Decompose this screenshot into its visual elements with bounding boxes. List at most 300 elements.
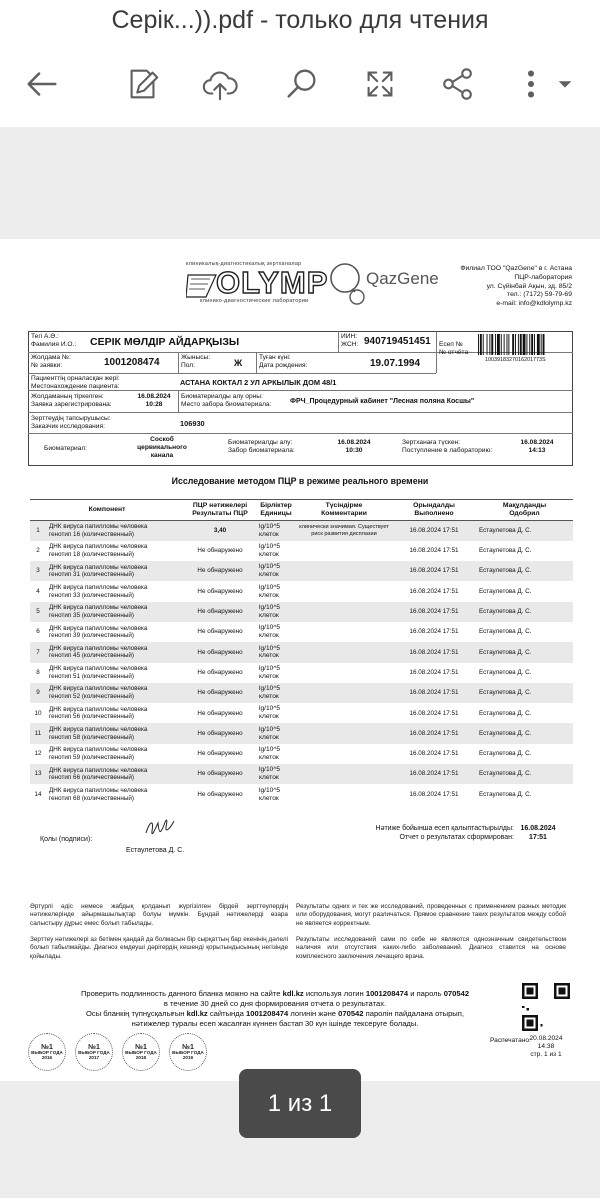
verification-line-kz <box>30 1009 520 1019</box>
order-label-ru: № заявки: <box>31 362 63 370</box>
row-number: 14 <box>34 790 42 798</box>
iin-label <box>341 333 358 349</box>
biomaterial-label: Биоматериал: <box>44 445 88 452</box>
component-line-2: генотип 68 (количественный) <box>49 794 134 802</box>
logo-bottom-caption: клинико-диагностические лаборатории <box>200 298 309 304</box>
share-button[interactable] <box>436 62 480 106</box>
header-component: Компонент <box>30 500 184 521</box>
component-cell <box>46 784 184 804</box>
component-line-1: ДНК вируса папилломы человека <box>49 624 148 632</box>
collection-place-label <box>181 393 271 409</box>
units-cell: lg/10^5 клеток <box>259 664 281 680</box>
customer-value: 106930 <box>180 419 205 428</box>
approved-cell: Естаулетова Д. С. <box>479 668 532 676</box>
approved-cell: Естаулетова Д. С. <box>476 521 573 541</box>
qr-code <box>522 983 570 1031</box>
component-cell <box>46 703 184 723</box>
sex-label <box>181 354 210 370</box>
barcode-number: 1003918327016201773S <box>485 357 546 363</box>
collection-place-label-kz: Биоматериалды алу орны: <box>181 393 263 400</box>
barcode <box>478 334 570 355</box>
component-line-1: ДНК вируса папилломы человека <box>49 766 148 774</box>
component-line-1: ДНК вируса папилломы человека <box>49 746 148 754</box>
signature-name: Естаулетова Д. С. <box>126 847 185 854</box>
approved-cell: Естаулетова Д. С. <box>476 764 573 784</box>
report-formed-label <box>352 825 514 843</box>
award-badge-mid: ВЫБОР ГОДА <box>125 1049 157 1055</box>
address-value: АСТАНА КОКТАЛ 2 УЛ АРКЫЛЫК ДОМ 48/1 <box>180 378 337 387</box>
result-cell: Не обнаружено <box>184 561 256 581</box>
document-title: Серік...)).pdf - только для чтения <box>111 6 489 34</box>
app-toolbar <box>0 0 600 127</box>
approved-cell: Естаулетова Д. С. <box>479 709 532 717</box>
result-cell: Не обнаружено <box>197 628 243 636</box>
branch-line: ул. Сүйінбай Ақын, зд. 85/2 <box>486 282 572 290</box>
comment-cell <box>296 581 392 601</box>
result-cell: Не обнаружено <box>184 642 256 662</box>
done-cell: 16.08.2024 17:51 <box>392 521 476 541</box>
header-comment-kz: Түсіндірме <box>325 502 363 510</box>
lab-arrival-date: 16.08.2024 <box>520 439 554 446</box>
barcode-image <box>478 334 570 355</box>
header-approved-ru: Одобрил <box>509 510 540 517</box>
branch-line: Филиал ТОО "QazGene" в г. Астана <box>460 265 572 272</box>
table-row <box>30 663 573 683</box>
header-comment-ru: Комментарии <box>321 510 367 517</box>
award-badge-year: 2017 <box>88 1054 100 1060</box>
award-badge-top: №1 <box>182 1043 194 1051</box>
header-comment <box>296 500 392 521</box>
component-line-2: генотип 52 (количественный) <box>49 693 134 701</box>
approved-cell: Естаулетова Д. С. <box>479 547 532 555</box>
registered-label-ru: Заявка зарегистрирована: <box>31 401 112 409</box>
component-line-2: генотип 35 (количественный) <box>49 611 134 619</box>
order-label <box>31 354 71 370</box>
signature-image <box>142 813 178 843</box>
approved-cell: Естаулетова Д. С. <box>479 790 532 798</box>
result-cell: Не обнаружено <box>197 790 243 798</box>
done-cell: 16.08.2024 17:51 <box>392 723 476 743</box>
component-line-2: генотип 56 (количественный) <box>49 713 134 721</box>
cloud-upload-icon <box>201 65 239 103</box>
component-cell <box>46 723 184 743</box>
header-result-kz: ПЦР нәтижелері <box>192 502 248 510</box>
row-number: 6 <box>36 628 40 636</box>
comment-cell <box>296 663 392 683</box>
units-cell: lg/10^5 клеток <box>259 543 281 558</box>
name-label-ru: Фамилия И.О.: <box>31 341 77 349</box>
units-cell: lg/10^5 клеток <box>259 746 281 761</box>
dropdown-arrow-icon <box>556 75 574 93</box>
award-badge-mid: ВЫБОР ГОДА <box>78 1049 110 1055</box>
name-label-kz: Тегі А.Ә.: <box>31 333 59 340</box>
qazgene-wordmark: QazGene <box>366 269 439 288</box>
table-row <box>30 744 573 764</box>
logo-top-caption: клиникалық-диагностикалық зертханалар <box>186 261 302 267</box>
header-result <box>184 500 256 521</box>
table-row <box>30 642 573 662</box>
results-table <box>30 499 573 805</box>
lab-arrival-label-kz: Зертханаға түскен: <box>402 439 461 446</box>
approved-cell: Естаулетова Д. С. <box>476 723 573 743</box>
done-cell: 16.08.2024 17:51 <box>392 683 476 703</box>
verify-site-link[interactable]: kdl.kz <box>282 989 304 998</box>
printed-time: 14:38 <box>537 1043 555 1051</box>
row-number: 5 <box>30 602 46 622</box>
approved-cell: Естаулетова Д. С. <box>476 683 573 703</box>
collection-time-label <box>228 439 295 455</box>
units-cell: lg/10^5 клеток <box>256 683 296 703</box>
verification-line-ru <box>30 989 520 999</box>
result-cell: Не обнаружено <box>184 683 256 703</box>
registered-label-kz: Жолдаманың тіркелген: <box>31 393 104 400</box>
units-cell: lg/10^5 клеток <box>256 602 296 622</box>
report-formed-value <box>516 825 560 843</box>
done-cell: 16.08.2024 17:51 <box>409 750 459 758</box>
component-line-1: ДНК вируса папилломы человека <box>49 604 148 612</box>
collection-time: 10:30 <box>345 447 363 455</box>
lab-arrival-time: 14:13 <box>528 447 546 455</box>
comment-cell <box>296 784 392 804</box>
result-cell: Не обнаружено <box>184 723 256 743</box>
table-row <box>30 723 573 743</box>
branch-line: тел.: (7172) 59-79-69 <box>507 291 572 299</box>
verify-kz-part: логинін және <box>290 1008 337 1018</box>
report-formed-label-ru: Отчет о результатах сформирован: <box>399 833 514 841</box>
comment-cell: клинически значимая. Существует риск развития дисплазии <box>296 521 392 541</box>
dropdown-button[interactable] <box>550 62 580 106</box>
disclaimer-kz-1: Әртүрлі әдіс немесе жабдық қолданып жүргізілген бірдей зерттеулердің нәтижелерінде айырмашылықтар болуы мүмкін. Бұндай нәтижелерді өзара салыстыру дұрыс емес болып табылады. <box>30 903 288 927</box>
result-cell: Не обнаружено <box>197 750 243 758</box>
comment-cell <box>296 744 392 764</box>
result-cell: Не обнаружено <box>197 709 243 717</box>
disclaimer-kz-2: Зерттеу нәтижелері аз бетімен қандай да болмасын бір сырқаттың бар екенінің дәлелі болып табылмайды. Диагноз емдеуші дәрігердің кешенді қорытындысының негізінде қойылады. <box>30 936 288 960</box>
report-label-kz: Есеп № <box>439 341 463 348</box>
search-button[interactable] <box>280 62 324 106</box>
table-row <box>30 541 573 561</box>
printed-label: Распечатано: <box>490 1037 531 1044</box>
header-done-ru: Выполнено <box>414 510 454 517</box>
header-done <box>392 500 476 521</box>
pdf-page[interactable] <box>0 239 600 1081</box>
comment-cell <box>296 683 392 703</box>
share-icon <box>439 65 477 103</box>
row-number: 1 <box>30 521 46 541</box>
fullscreen-button[interactable] <box>358 62 402 106</box>
fullscreen-icon <box>361 65 399 103</box>
component-line-1: ДНК вируса папилломы человека <box>49 705 148 713</box>
component-line-1: ДНК вируса папилломы человека <box>49 685 148 693</box>
component-line-1: ДНК вируса папилломы человека <box>49 726 148 734</box>
units-cell: lg/10^5 клеток <box>259 583 281 599</box>
done-cell: 16.08.2024 17:51 <box>392 602 476 622</box>
dob-value: 19.07.1994 <box>370 358 421 369</box>
report-formed-label-kz: Нәтиже бойынша есеп қалыптастырылды: <box>375 825 514 832</box>
comment-cell <box>296 723 392 743</box>
order-label-kz: Жолдама №: <box>31 354 71 361</box>
component-line-2: генотип 33 (количественный) <box>49 591 134 599</box>
dob-label-ru: Дата рождения: <box>259 362 308 370</box>
result-cell: Не обнаружено <box>184 602 256 622</box>
registered-value <box>132 393 176 409</box>
verify-password: 070542 <box>443 989 470 998</box>
lab-arrival-value <box>515 439 559 455</box>
award-badge <box>122 1033 160 1071</box>
qazgene-logo-mark <box>328 261 368 307</box>
approved-cell: Естаулетова Д. С. <box>476 642 573 662</box>
comment-cell <box>296 602 392 622</box>
done-cell: 16.08.2024 17:51 <box>409 668 459 676</box>
header-done-kz: Орындалды <box>413 502 455 510</box>
units-cell: lg/10^5 клеток <box>259 786 281 802</box>
collection-time-label-kz: Биоматериалды алу: <box>228 439 293 446</box>
component-line-1: ДНК вируса папилломы человека <box>49 786 148 794</box>
edit-icon <box>124 65 162 103</box>
done-cell: 16.08.2024 17:51 <box>409 790 459 798</box>
verification-line-kz-2: нәтижелер туралы есеп жасалған күннен бастап 30 күн ішінде тексеруге болады. <box>131 1018 419 1028</box>
verify-kz-login: 1001208474 <box>246 1008 289 1018</box>
award-badge-mid: ВЫБОР ГОДА <box>31 1049 63 1055</box>
component-line-2: генотип 18 (количественный) <box>49 550 134 558</box>
collection-time-label-ru: Забор биоматериала: <box>228 447 295 455</box>
award-badge-year: 2019 <box>182 1054 194 1060</box>
units-cell: lg/10^5 клеток <box>256 723 296 743</box>
report-formed-time: 17:51 <box>529 833 547 841</box>
award-badge-top: №1 <box>135 1043 147 1051</box>
qazgene-circle-icon <box>328 261 368 307</box>
table-row <box>30 602 573 622</box>
comment-cell <box>296 541 392 561</box>
table-row <box>30 622 573 642</box>
verify-kz-part: Осы бланкің түпнұсқалығын <box>86 1008 185 1018</box>
result-cell: Не обнаружено <box>184 764 256 784</box>
approved-cell: Естаулетова Д. С. <box>479 628 532 636</box>
award-badge-mid: ВЫБОР ГОДА <box>172 1049 204 1055</box>
component-line-2: генотип 51 (количественный) <box>49 672 134 680</box>
row-number: 8 <box>36 668 40 676</box>
component-line-1: ДНК вируса папилломы человека <box>49 563 148 571</box>
award-badge <box>75 1033 113 1071</box>
units-cell: lg/10^5 клеток <box>259 705 281 721</box>
customer-label-ru: Заказчик исследования: <box>31 423 105 431</box>
signature-label: Қолы (подписи): <box>40 836 93 843</box>
done-cell: 16.08.2024 17:51 <box>409 628 459 636</box>
report-label-ru: № отчёта <box>439 349 469 357</box>
component-cell <box>46 744 184 764</box>
component-cell <box>46 521 184 541</box>
qr-code-image <box>522 983 570 1031</box>
branch-line: ПЦР-лаборатория <box>514 273 572 281</box>
collection-place-label-ru: Место забора биоматериала: <box>181 401 272 409</box>
more-options-button[interactable] <box>516 62 546 106</box>
table-row <box>30 764 573 784</box>
table-row <box>30 683 573 703</box>
row-number: 10 <box>34 709 42 717</box>
table-row <box>30 561 573 581</box>
header-units <box>256 500 296 521</box>
lab-arrival-label-ru: Поступление в лабораторию: <box>402 447 493 455</box>
sex-value: Ж <box>234 358 243 368</box>
component-cell <box>46 561 184 581</box>
component-cell <box>46 663 184 683</box>
header-approved-kz: Мақұлданды <box>502 502 547 510</box>
registered-time: 10:28 <box>145 401 163 409</box>
award-badge <box>28 1033 66 1071</box>
component-line-1: ДНК вируса папилломы человека <box>49 523 148 531</box>
result-cell: 3,40 <box>184 521 256 541</box>
header-result-ru: Результаты ПЦР <box>192 510 248 517</box>
row-number: 3 <box>30 561 46 581</box>
table-row <box>30 784 573 804</box>
comment-cell <box>296 622 392 642</box>
header-units-kz: Бірліктер <box>260 502 292 510</box>
component-line-2: генотип 59 (количественный) <box>49 753 134 761</box>
iin-value: 940719451451 <box>364 336 431 347</box>
page-indicator: 1 из 1 <box>239 1069 361 1138</box>
done-cell: 16.08.2024 17:51 <box>409 547 459 555</box>
back-arrow-icon <box>23 65 61 103</box>
row-number: 13 <box>30 764 46 784</box>
verify-kz-site[interactable]: kdl.kz <box>186 1008 208 1018</box>
award-badge-year: 2018 <box>135 1054 147 1060</box>
component-line-1: ДНК вируса папилломы человека <box>49 583 148 591</box>
component-line-2: генотип 39 (количественный) <box>49 632 134 640</box>
result-cell: Не обнаружено <box>197 587 243 595</box>
address-label <box>31 375 120 391</box>
award-badge-year: 2016 <box>41 1054 53 1060</box>
collection-place-value: ФРЧ_Процедурный кабинет "Лесная поляна Косшы" <box>290 398 475 405</box>
table-row <box>30 703 573 723</box>
done-cell: 16.08.2024 17:51 <box>392 764 476 784</box>
component-cell <box>46 581 184 601</box>
component-cell <box>46 642 184 662</box>
address-label-ru: Местонахождение пациента: <box>31 383 120 391</box>
collection-date: 16.08.2024 <box>337 439 371 446</box>
row-number: 9 <box>30 683 46 703</box>
approved-cell: Естаулетова Д. С. <box>479 750 532 758</box>
done-cell: 16.08.2024 17:51 <box>409 709 459 717</box>
dob-label-kz: Туған күні: <box>259 354 291 361</box>
award-badge-top: №1 <box>41 1043 53 1051</box>
search-icon <box>283 65 321 103</box>
verification-text <box>30 989 520 1028</box>
report-number-label <box>439 341 468 357</box>
result-cell: Не обнаружено <box>197 668 243 676</box>
comment-cell <box>296 642 392 662</box>
report-formed-date: 16.08.2024 <box>520 825 556 832</box>
approved-cell: Естаулетова Д. С. <box>479 587 532 595</box>
units-cell: lg/10^5 клеток <box>256 561 296 581</box>
table-row <box>30 581 573 601</box>
row-number: 7 <box>30 642 46 662</box>
units-cell: lg/10^5 клеток <box>256 642 296 662</box>
done-cell: 16.08.2024 17:51 <box>392 561 476 581</box>
component-line-1: ДНК вируса папилломы человека <box>49 665 148 673</box>
back-button[interactable] <box>20 62 64 106</box>
address-label-kz: Пациенттің орналасқан жері: <box>31 375 120 382</box>
patient-name: СЕРІК МӨЛДІР АЙДАРҚЫЗЫ <box>90 336 240 348</box>
verify-kz-part: паролін пайдалана отырып, <box>365 1008 464 1018</box>
sex-label-kz: Жынысы: <box>181 354 211 361</box>
iin-label-kz: ИИН: <box>341 333 358 340</box>
component-line-2: генотип 16 (количественный) <box>49 530 134 538</box>
verification-line-ru-2: в течение 30 дней со дня формирования отчета о результатах. <box>163 998 387 1008</box>
more-icon <box>521 65 541 103</box>
component-line-1: ДНК вируса папилломы человека <box>49 644 148 652</box>
biomaterial-value: Соскоб цервикального канала <box>137 436 187 460</box>
results-header-row <box>30 500 573 521</box>
done-cell: 16.08.2024 17:51 <box>392 642 476 662</box>
verify-ru-part: Проверить подлинность данного бланка можно на сайте <box>80 989 281 998</box>
component-line-1: ДНК вируса папилломы человека <box>49 543 148 551</box>
comment-cell <box>296 561 392 581</box>
units-cell: lg/10^5 клеток <box>256 521 296 541</box>
component-cell <box>46 541 184 561</box>
handwritten-signature <box>142 813 178 843</box>
verify-ru-part: используя логин <box>305 989 364 998</box>
printed-page-number: стр. 1 из 1 <box>530 1051 562 1059</box>
printed-info <box>520 1035 572 1060</box>
component-cell <box>46 622 184 642</box>
branch-line: e-mail: info@kdlolymp.kz <box>496 300 572 308</box>
edit-button[interactable] <box>121 62 165 106</box>
component-line-2: генотип 66 (количественный) <box>49 774 134 782</box>
row-number: 12 <box>34 750 42 758</box>
disclaimer-ru-1: Результаты одних и тех же исследований, проведенных с применением разных методик или оборудования, могут различаться. Прямое сравнение таких результатов между собой не является корректным. <box>296 903 566 927</box>
customer-label-kz: Зерттеудің тапсырушысы: <box>31 415 111 422</box>
registered-date: 16.08.2024 <box>137 393 171 400</box>
units-cell: lg/10^5 клеток <box>256 764 296 784</box>
component-cell <box>46 602 184 622</box>
verify-kz-password: 070542 <box>338 1008 364 1018</box>
component-line-2: генотип 58 (количественный) <box>49 733 134 741</box>
award-badge <box>169 1033 207 1071</box>
component-cell <box>46 683 184 703</box>
verify-kz-part: сайтында <box>209 1008 244 1018</box>
approved-cell: Естаулетова Д. С. <box>476 602 573 622</box>
sex-label-ru: Пол: <box>181 362 195 370</box>
upload-button[interactable] <box>198 62 242 106</box>
units-cell: lg/10^5 клеток <box>259 624 281 640</box>
disclaimer-ru-2: Результаты исследований сами по себе не являются однозначным свидетельством наличия или отсутствия каких-либо заболеваний. Диагноз ставится на основе комплексного заключения лечащего врача. <box>296 936 566 960</box>
branch-address <box>460 265 572 309</box>
comment-cell <box>296 764 392 784</box>
results-title: Исследование методом ПЦР в режиме реального времени <box>171 476 429 486</box>
header-units-ru: Единицы <box>260 510 292 517</box>
row-number: 4 <box>36 587 40 595</box>
verify-login: 1001208474 <box>365 989 409 998</box>
approved-cell: Естаулетова Д. С. <box>476 561 573 581</box>
header-approved <box>476 500 573 521</box>
component-line-2: генотип 45 (количественный) <box>49 652 134 660</box>
registered-label <box>31 393 112 409</box>
olymp-wordmark: OLYMP <box>216 265 329 300</box>
verify-ru-part: и пароль <box>410 989 442 998</box>
comment-cell <box>296 703 392 723</box>
component-cell <box>46 764 184 784</box>
row-number: 2 <box>36 547 40 555</box>
customer-label <box>31 415 111 431</box>
dob-label <box>259 354 307 370</box>
printed-date: 20.08.2024 <box>529 1035 563 1042</box>
row-number: 11 <box>30 723 46 743</box>
table-row <box>30 521 573 541</box>
collection-time-value <box>332 439 376 455</box>
order-number: 1001208474 <box>104 357 160 368</box>
component-line-2: генотип 31 (количественный) <box>49 571 134 579</box>
name-label <box>31 333 76 349</box>
done-cell: 16.08.2024 17:51 <box>409 587 459 595</box>
